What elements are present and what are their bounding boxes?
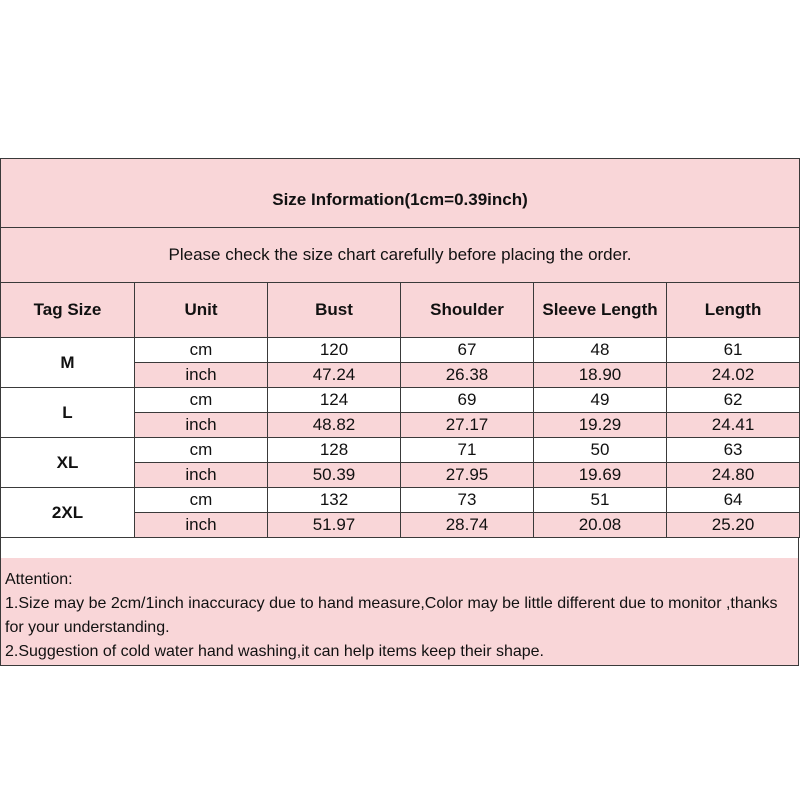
chart-title: Size Information(1cm=0.39inch): [1, 159, 800, 228]
notes-line-1: 1.Size may be 2cm/1inch inaccuracy due to hand measure,Color may be little different due to monitor ,thanks for your understanding.: [5, 595, 778, 636]
value-cell: 48: [534, 338, 667, 363]
header-tag-size: Tag Size: [1, 283, 135, 338]
notes-heading: Attention:: [5, 571, 73, 588]
tag-size-cell: L: [1, 388, 135, 438]
spacer: [0, 538, 799, 558]
value-cell: 25.20: [667, 513, 800, 538]
header-length: Length: [667, 283, 800, 338]
value-cell: 47.24: [268, 363, 401, 388]
value-cell: 62: [667, 388, 800, 413]
unit-cell: inch: [135, 363, 268, 388]
value-cell: 132: [268, 488, 401, 513]
value-cell: 67: [401, 338, 534, 363]
value-cell: 51.97: [268, 513, 401, 538]
value-cell: 51: [534, 488, 667, 513]
value-cell: 19.29: [534, 413, 667, 438]
notes-line-2: 2.Suggestion of cold water hand washing,it can help items keep their shape.: [5, 643, 544, 660]
attention-notes: [0, 558, 799, 666]
value-cell: 120: [268, 338, 401, 363]
value-cell: 69: [401, 388, 534, 413]
header-unit: Unit: [135, 283, 268, 338]
value-cell: 28.74: [401, 513, 534, 538]
value-cell: 71: [401, 438, 534, 463]
value-cell: 20.08: [534, 513, 667, 538]
unit-cell: cm: [135, 388, 268, 413]
value-cell: 128: [268, 438, 401, 463]
value-cell: 63: [667, 438, 800, 463]
value-cell: 24.02: [667, 363, 800, 388]
value-cell: 50.39: [268, 463, 401, 488]
unit-cell: inch: [135, 513, 268, 538]
value-cell: 18.90: [534, 363, 667, 388]
value-cell: 61: [667, 338, 800, 363]
tag-size-cell: 2XL: [1, 488, 135, 538]
size-table: [0, 158, 800, 538]
header-sleeve-length: Sleeve Length: [534, 283, 667, 338]
header-shoulder: Shoulder: [401, 283, 534, 338]
unit-cell: inch: [135, 463, 268, 488]
tag-size-cell: XL: [1, 438, 135, 488]
value-cell: 48.82: [268, 413, 401, 438]
value-cell: 64: [667, 488, 800, 513]
value-cell: 124: [268, 388, 401, 413]
value-cell: 24.80: [667, 463, 800, 488]
unit-cell: inch: [135, 413, 268, 438]
header-bust: Bust: [268, 283, 401, 338]
unit-cell: cm: [135, 338, 268, 363]
unit-cell: cm: [135, 488, 268, 513]
value-cell: 27.17: [401, 413, 534, 438]
value-cell: 49: [534, 388, 667, 413]
value-cell: 50: [534, 438, 667, 463]
value-cell: 19.69: [534, 463, 667, 488]
unit-cell: cm: [135, 438, 268, 463]
value-cell: 27.95: [401, 463, 534, 488]
chart-subtitle: Please check the size chart carefully before placing the order.: [1, 228, 800, 283]
value-cell: 73: [401, 488, 534, 513]
value-cell: 26.38: [401, 363, 534, 388]
value-cell: 24.41: [667, 413, 800, 438]
tag-size-cell: M: [1, 338, 135, 388]
size-chart: [0, 158, 799, 666]
